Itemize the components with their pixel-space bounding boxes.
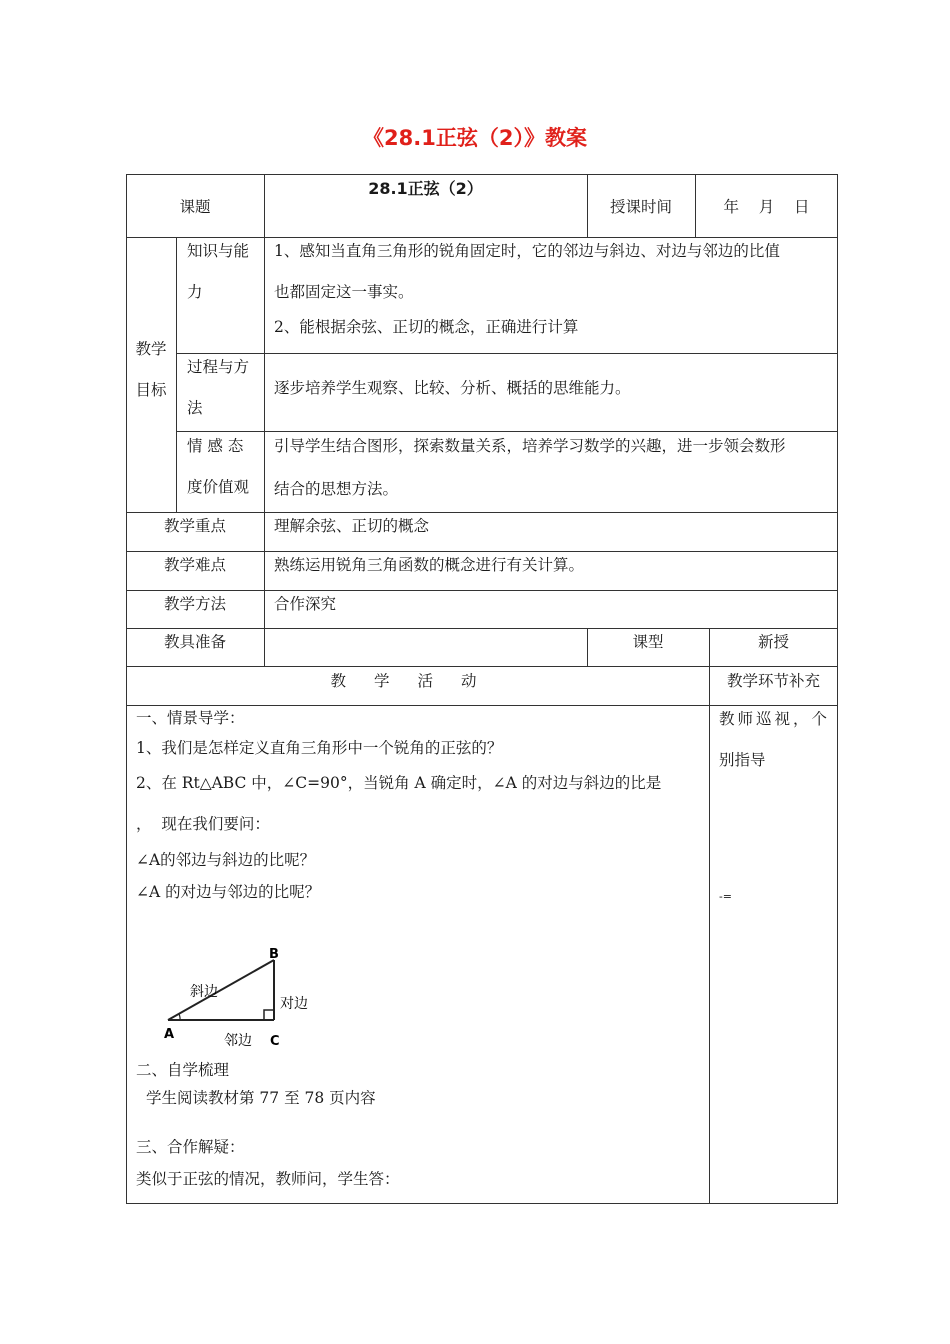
section-1-title: 一、情景导学： (136, 709, 245, 727)
section-2-text: 学生阅读教材第 77 至 78 页内容 (146, 1089, 376, 1107)
knowledge-text-line1: 1、感知当直角三角形的锐角固定时，它的邻边与斜边、对边与邻边的比值 (274, 242, 780, 260)
tools-label: 教具准备 (163, 633, 226, 651)
side-mark: -= (719, 890, 732, 903)
goals-label-line1: 教学 (135, 340, 167, 358)
row-divider (126, 237, 838, 238)
column-divider (264, 237, 265, 666)
method-label: 教学方法 (163, 595, 226, 613)
row-divider (126, 512, 838, 513)
right-triangle-figure (150, 938, 330, 1050)
section-1-question-1: 1、我们是怎样定义直角三角形中一个锐角的正弦的？ (136, 739, 503, 757)
row-divider (126, 705, 838, 706)
row-divider (126, 590, 838, 591)
triangle-hypotenuse-line (168, 960, 274, 1020)
process-label-line1: 过程与方 (187, 358, 250, 376)
topic-value: 28.1正弦（2） (368, 179, 483, 198)
vertex-b-label: B (269, 947, 279, 962)
knowledge-text-line3: 2、能根据余弦、正切的概念，正确进行计算 (274, 318, 579, 336)
right-angle-marker (264, 1010, 274, 1020)
knowledge-label-line2: 力 (187, 283, 203, 301)
emotion-text-line1: 引导学生结合图形，探索数量关系，培养学习数学的兴趣，进一步领会数形 (274, 437, 786, 455)
key-points-label: 教学重点 (163, 517, 226, 535)
emotion-text-line2: 结合的思想方法。 (274, 480, 399, 498)
column-divider (709, 628, 710, 1204)
method-value: 合作深究 (274, 595, 337, 613)
hypotenuse-label: 斜边 (190, 984, 218, 1000)
knowledge-label-line1: 知识与能 (187, 242, 250, 260)
section-3-title: 三、合作解疑： (136, 1138, 245, 1156)
knowledge-text-line2: 也都固定这一事实。 (274, 283, 414, 301)
lesson-type-value: 新授 (757, 633, 789, 651)
opposite-label: 对边 (280, 996, 308, 1012)
document-title: 《28.1正弦（2）》教案 (363, 126, 587, 150)
lesson-type-label: 课型 (632, 633, 664, 651)
time-label: 授课时间 (609, 198, 672, 216)
row-divider (126, 628, 838, 629)
adjacent-label: 邻边 (224, 1033, 252, 1049)
key-points-value: 理解余弦、正切的概念 (274, 517, 430, 535)
section-3-text: 类似于正弦的情况，教师问，学生答： (136, 1170, 400, 1188)
section-1-question-4: ∠A 的对边与邻边的比呢？ (136, 883, 321, 901)
section-1-question-3: ∠A的邻边与斜边的比呢？ (136, 851, 316, 869)
topic-label: 课题 (179, 198, 211, 216)
section-2-title: 二、自学梳理 (136, 1061, 230, 1079)
column-divider (176, 237, 177, 512)
goals-label-line2: 目标 (135, 381, 167, 399)
difficulty-label: 教学难点 (163, 556, 226, 574)
side-note-line2: 别指导 (719, 751, 766, 769)
section-1-question-2: 2、在 Rt△ABC 中，∠C=90°，当锐角 A 确定时，∠A 的对边与斜边的比是 (136, 774, 662, 792)
row-divider (176, 431, 838, 432)
process-text: 逐步培养学生观察、比较、分析、概括的思维能力。 (274, 379, 631, 397)
activity-header: 教学活动 (330, 672, 505, 690)
difficulty-value: 熟练运用锐角三角函数的概念进行有关计算。 (274, 556, 585, 574)
vertex-c-label: C (270, 1034, 280, 1049)
emotion-label-line1: 情 感 态 (187, 437, 244, 455)
row-divider (126, 666, 838, 667)
side-note-line1: 教师巡视，个 (719, 710, 831, 728)
row-divider (126, 551, 838, 552)
process-label-line2: 法 (187, 399, 203, 417)
vertex-a-label: A (164, 1027, 175, 1042)
row-divider (176, 353, 838, 354)
emotion-label-line2: 度价值观 (187, 478, 250, 496)
side-header: 教学环节补充 (726, 672, 820, 690)
section-1-question-2-cont: ， 现在我们要问： (136, 815, 270, 833)
date-value: 年 月 日 (723, 198, 810, 216)
